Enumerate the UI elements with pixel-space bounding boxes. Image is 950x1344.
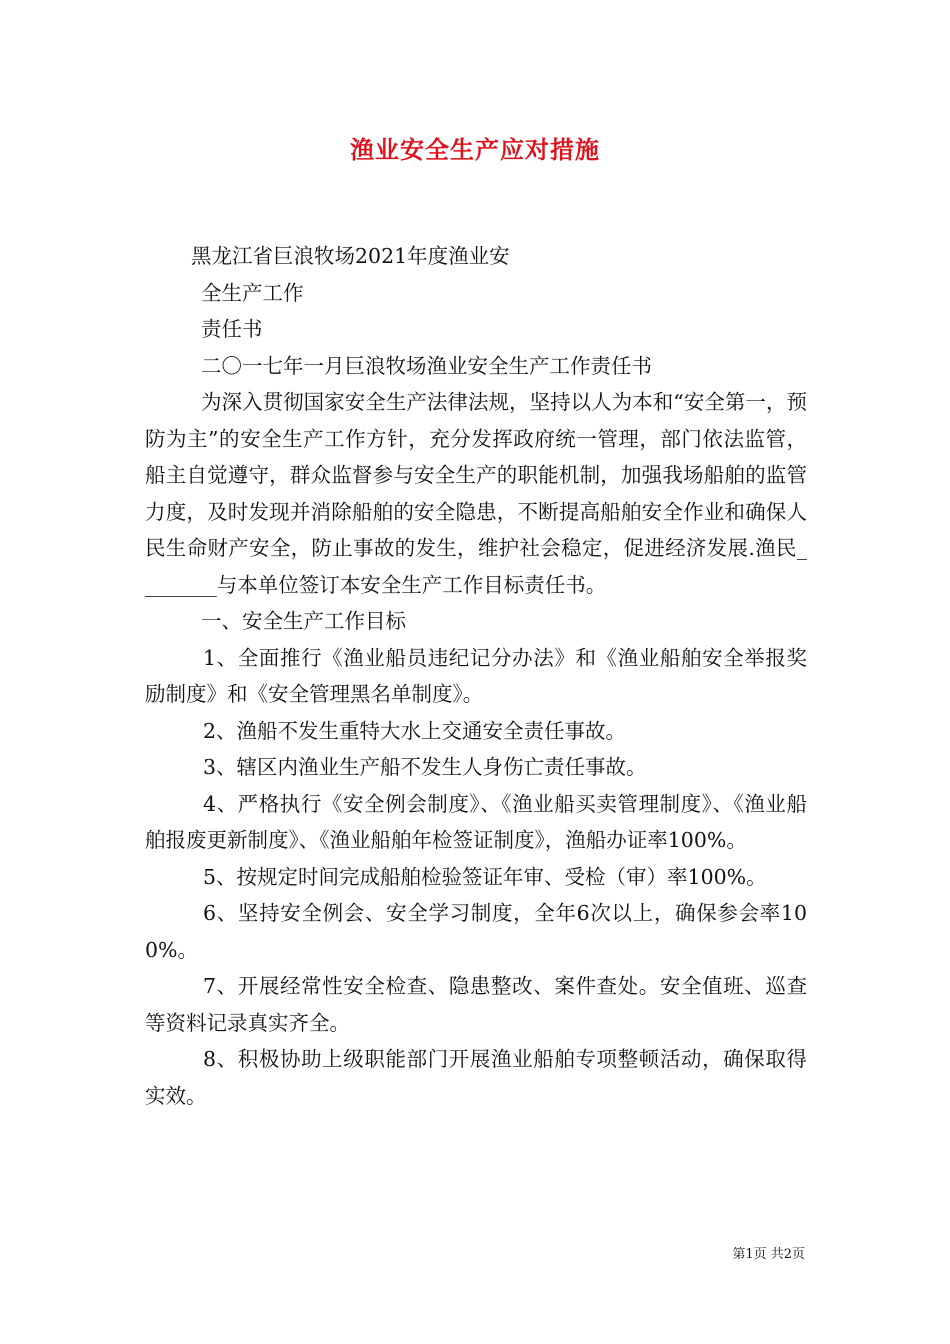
section-heading: 一、安全生产工作目标 xyxy=(201,609,406,633)
goal-item: 1、全面推行《渔业船员违纪记分办法》和《渔业船舶安全举报奖励制度》和《安全管理黑名单制度》。 xyxy=(145,645,807,706)
page-indicator: 第1页 共2页 xyxy=(732,1247,805,1262)
goal-item: 7、开展经常性安全检查、隐患整改、案件查处。安全值班、巡查等资料记录真实齐全。 xyxy=(145,974,807,1035)
document-body xyxy=(145,238,807,1114)
heading-line-subject: 全生产工作 xyxy=(201,280,304,305)
goal-item: 8、积极协助上级职能部门开展渔业船舶专项整顿活动，确保取得实效。 xyxy=(145,1047,807,1108)
heading-line-date-title: 二〇一七年一月巨浪牧场渔业安全生产工作责任书 xyxy=(201,353,652,378)
heading-line-doc-type: 责任书 xyxy=(201,317,263,341)
goal-item: 2、渔船不发生重特大水上交通安全责任事故。 xyxy=(203,718,627,743)
intro-paragraph: 为深入贯彻国家安全生产法律法规，坚持以人为本和“安全第一，预防为主”的安全生产工作方针，充分发挥政府统一管理，部门依法监管，船主自觉遵守，群众监督参与安全生产的职能机制，加强我场船舶的监管力度，及时发现并消除船舶的安全隐患，不断提高船舶安全作业和确保人民生命财产安全，防止事故的发生，维护社会稳定，促进经济发展.渔民________与本单位签订本安全生产工作目标责任书。 xyxy=(145,390,807,597)
goal-item: 5、按规定时间完成船舶检验签证年审、受检（审）率100%。 xyxy=(203,864,767,889)
heading-line-organization: 黑龙江省巨浪牧场2021年度渔业安 xyxy=(191,244,510,268)
document-title: 渔业安全生产应对措施 xyxy=(350,135,600,164)
goal-item: 6、坚持安全例会、安全学习制度，全年6次以上，确保参会率100%。 xyxy=(145,901,807,962)
goal-item: 4、严格执行《安全例会制度》、《渔业船买卖管理制度》、《渔业船舶报废更新制度》、《渔业船舶年检签证制度》，渔船办证率100%。 xyxy=(145,791,807,852)
goal-item: 3、辖区内渔业生产船不发生人身伤亡责任事故。 xyxy=(203,755,647,779)
